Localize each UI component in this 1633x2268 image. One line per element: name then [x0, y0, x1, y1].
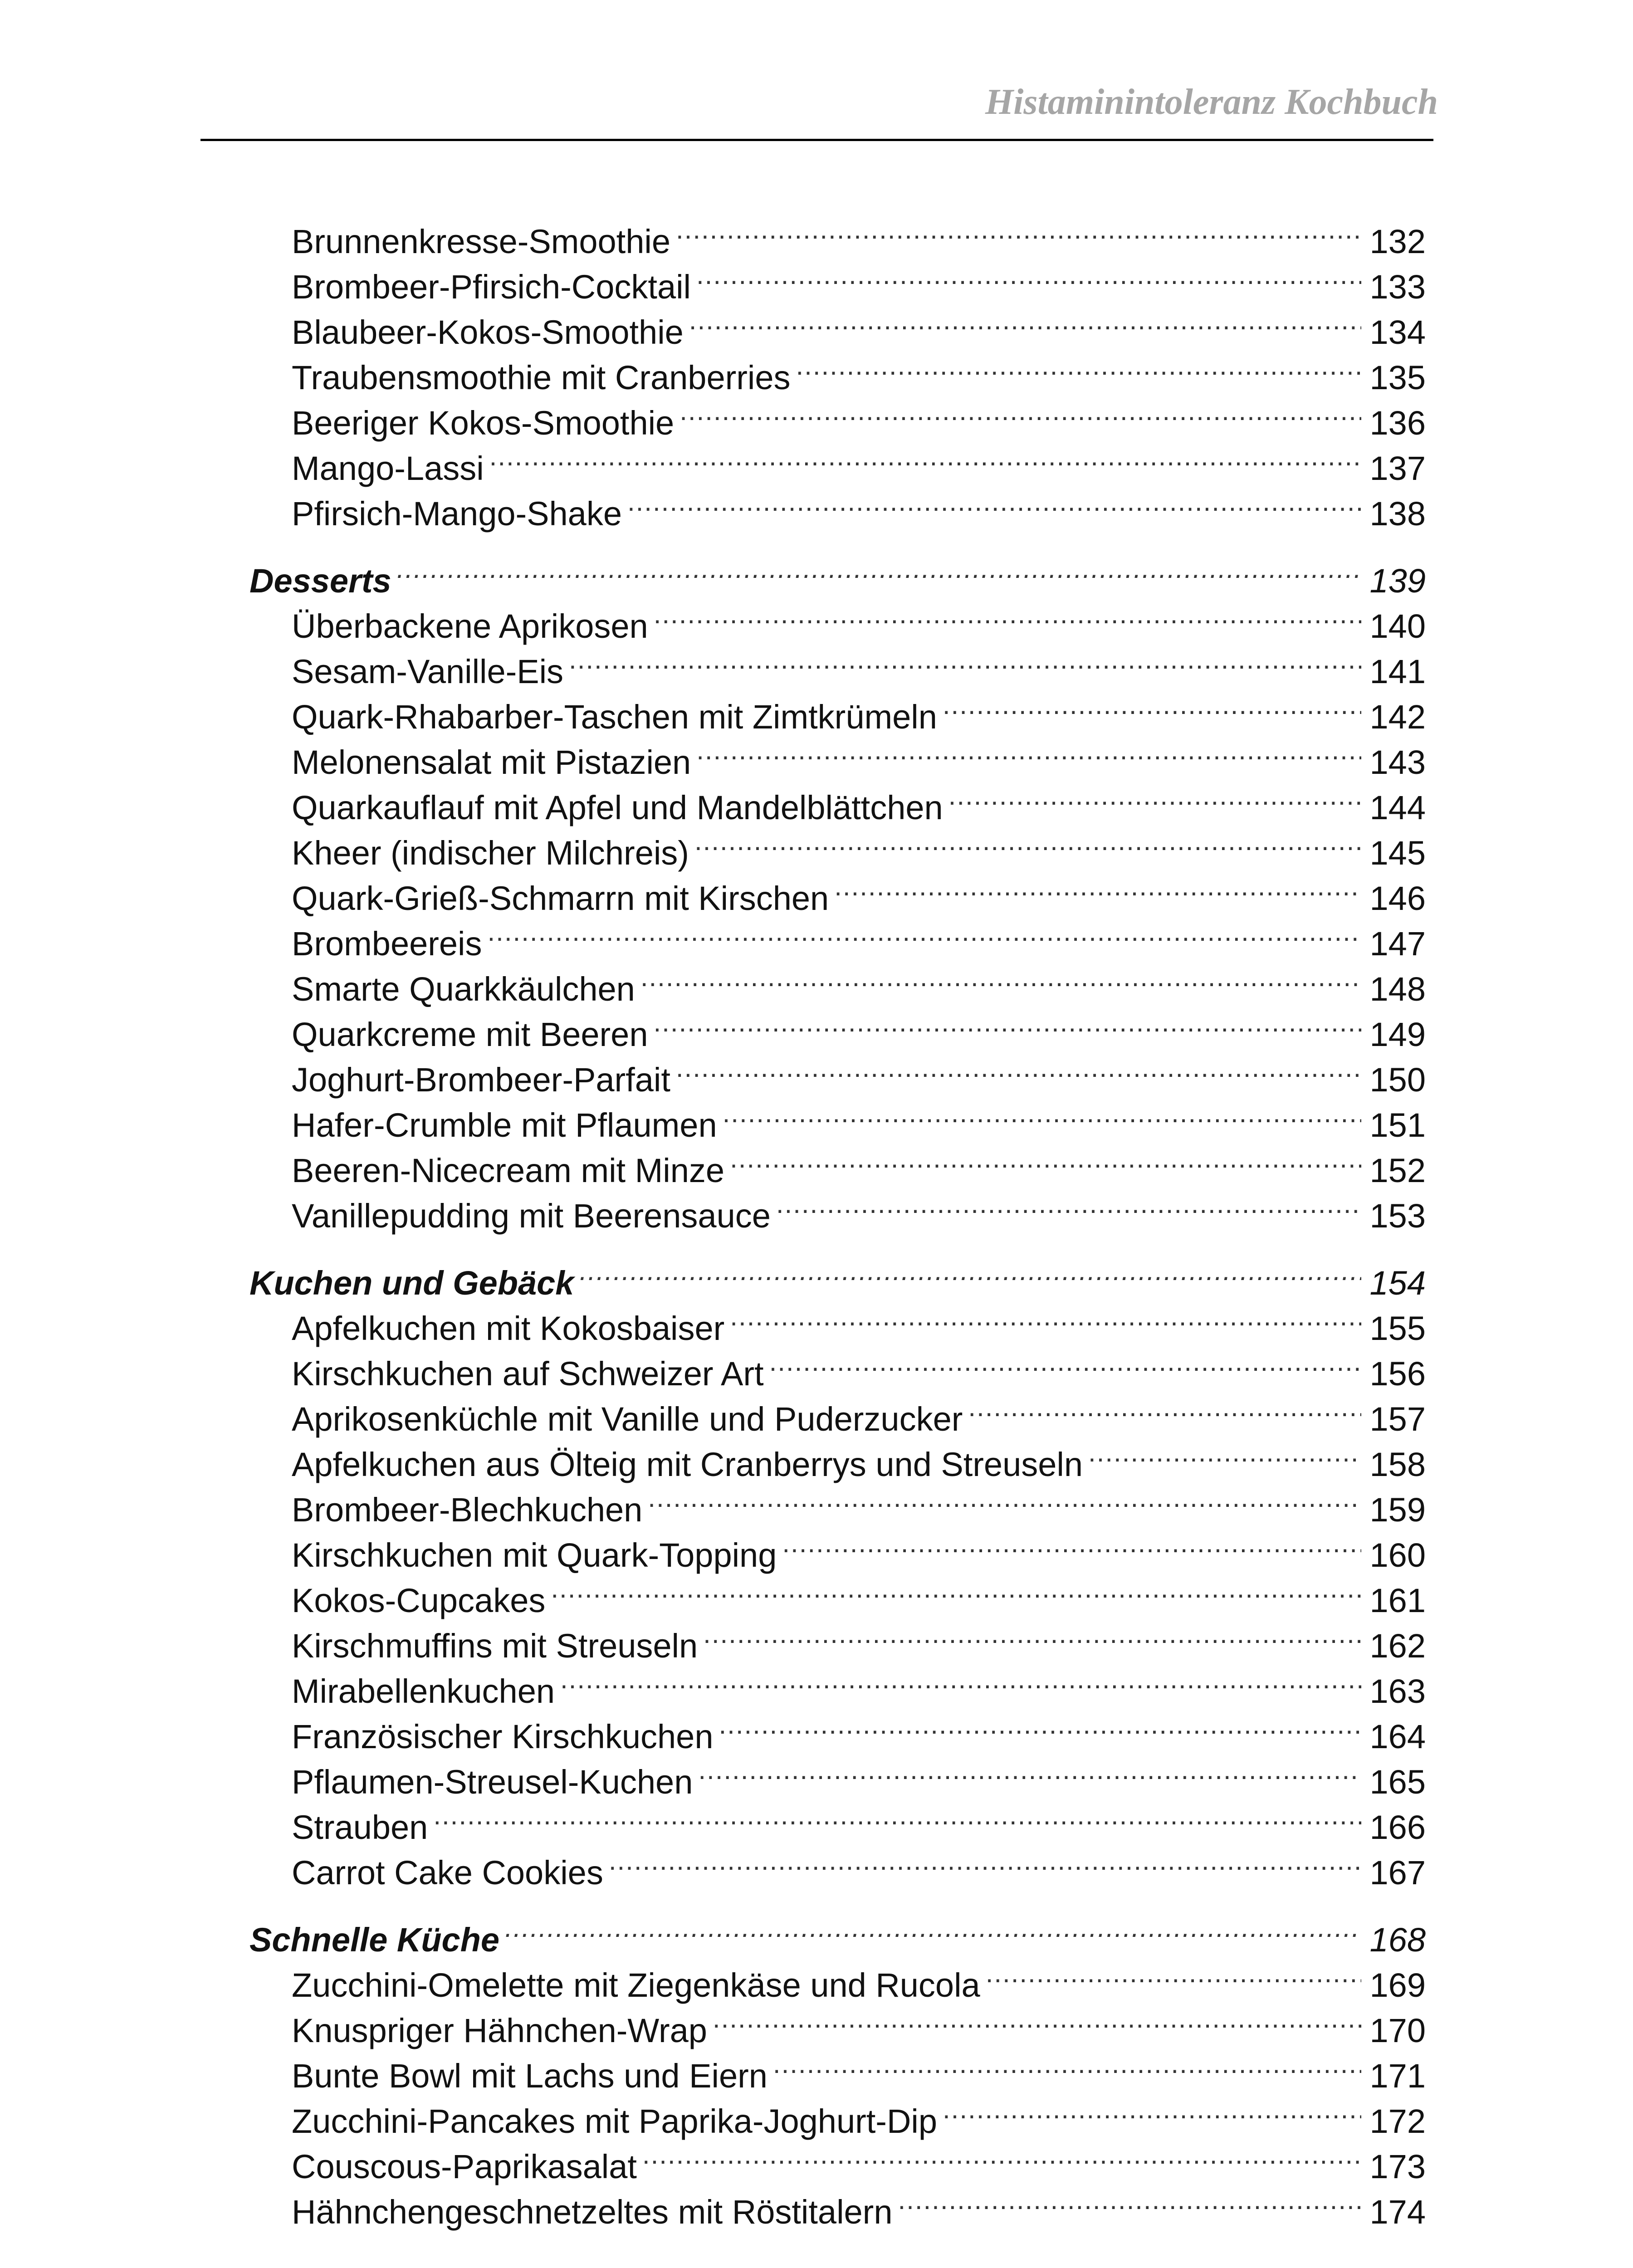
dot-leader [776, 1182, 1361, 1227]
toc-entry-page: 157 [1369, 1400, 1426, 1438]
toc-entry-page: 163 [1369, 1672, 1426, 1710]
toc-entry-page: 136 [1369, 404, 1426, 442]
toc-entry-page: 159 [1369, 1491, 1426, 1529]
toc-entry-title: Knuspriger Hähnchen-Wrap [292, 2012, 707, 2049]
toc-entry[interactable] [292, 774, 1426, 826]
dot-leader [488, 910, 1361, 955]
toc-entry[interactable] [292, 1567, 1426, 1619]
toc-entry[interactable] [292, 1137, 1426, 1189]
dot-leader [773, 2042, 1361, 2087]
toc-entry-page: 160 [1369, 1536, 1426, 1574]
toc-entry-page: 161 [1369, 1582, 1426, 1619]
dot-leader [730, 1295, 1361, 1340]
toc-entry-title: Kokos-Cupcakes [292, 1582, 546, 1619]
toc-entry[interactable] [292, 1385, 1426, 1438]
toc-entry-page: 147 [1369, 925, 1426, 963]
dot-leader [696, 728, 1361, 774]
toc-entry-page: 144 [1369, 789, 1426, 826]
toc-section-heading[interactable] [249, 547, 1426, 600]
toc-entry-page: 152 [1369, 1152, 1426, 1189]
dot-leader [723, 1091, 1361, 1137]
dot-leader [579, 1249, 1361, 1295]
toc-entry-title: Beeren-Nicecream mit Minze [292, 1152, 725, 1189]
toc-entry[interactable] [292, 1794, 1426, 1846]
toc-entry-title: Strauben [292, 1809, 428, 1846]
toc-entry-page: 169 [1369, 1966, 1426, 2004]
toc-entry-page: 138 [1369, 495, 1426, 533]
toc-entry-title: Couscous-Paprikasalat [292, 2148, 637, 2185]
toc-entry[interactable] [292, 2087, 1426, 2140]
toc-entry-page: 133 [1369, 268, 1426, 306]
dot-leader [648, 1476, 1361, 1521]
toc-entry[interactable] [292, 1476, 1426, 1529]
toc-entry[interactable] [292, 1951, 1426, 2004]
toc-entry[interactable] [292, 2133, 1426, 2185]
toc-entry[interactable] [292, 865, 1426, 917]
toc-heading-page: 139 [1369, 562, 1426, 600]
toc-entry[interactable] [292, 389, 1426, 442]
toc-section-schnelle-kueche [0, 1906, 1633, 2231]
toc-entry[interactable] [292, 819, 1426, 872]
toc-entry[interactable] [292, 1748, 1426, 1801]
toc-entry-title: Brombeer-Pfirsich-Cocktail [292, 268, 691, 306]
toc-entry-title: Quark-Grieß-Schmarrn mit Kirschen [292, 880, 829, 917]
dot-leader [676, 1046, 1361, 1091]
toc-entry[interactable] [292, 1046, 1426, 1099]
toc-entry-title: Traubensmoothie mit Cranberries [292, 359, 791, 396]
toc-entry-page: 141 [1369, 653, 1426, 690]
toc-entry-title: Apfelkuchen aus Ölteig mit Cranberrys und Streuseln [292, 1446, 1083, 1483]
dot-leader [676, 208, 1361, 253]
toc-heading-title: Kuchen und Gebäck [249, 1264, 574, 1302]
toc-entry-title: Aprikosenküchle mit Vanille und Puderzucker [292, 1400, 963, 1438]
toc-entry-title: Apfelkuchen mit Kokosbaiser [292, 1310, 725, 1347]
toc-entry-page: 150 [1369, 1061, 1426, 1099]
toc-entry-page: 155 [1369, 1310, 1426, 1347]
toc-entry[interactable] [292, 1091, 1426, 1144]
toc-entry-page: 174 [1369, 2193, 1426, 2231]
toc-entry[interactable] [292, 480, 1426, 533]
dot-leader [505, 1906, 1361, 1951]
toc-section-heading[interactable] [249, 1249, 1426, 1302]
toc-heading-page: 168 [1369, 1921, 1426, 1959]
toc-entry[interactable] [292, 298, 1426, 351]
toc-entry-title: Sesam-Vanille-Eis [292, 653, 564, 690]
toc-entry[interactable] [292, 344, 1426, 396]
toc-entry-page: 134 [1369, 313, 1426, 351]
dot-leader [986, 1951, 1361, 1997]
toc-entry-title: Kirschmuffins mit Streuseln [292, 1627, 698, 1665]
toc-entry-title: Zucchini-Omelette mit Ziegenkäse und Rucola [292, 1966, 980, 2004]
toc-entry-title: Beeriger Kokos-Smoothie [292, 404, 675, 442]
toc-entry-title: Smarte Quarkkäulchen [292, 970, 635, 1008]
toc-entry-page: 142 [1369, 698, 1426, 736]
toc-entry[interactable] [292, 728, 1426, 781]
toc-entry-page: 165 [1369, 1763, 1426, 1801]
dot-leader [719, 1703, 1361, 1748]
table-of-contents [0, 208, 1633, 2231]
toc-entry-title: Bunte Bowl mit Lachs und Eiern [292, 2057, 768, 2095]
dot-leader [642, 2133, 1361, 2178]
toc-entry-page: 153 [1369, 1197, 1426, 1235]
toc-entry[interactable] [292, 1839, 1426, 1892]
toc-entry[interactable] [292, 1521, 1426, 1574]
toc-entry[interactable] [292, 592, 1426, 645]
toc-entry-title: Carrot Cake Cookies [292, 1854, 603, 1892]
dot-leader [560, 1657, 1361, 1703]
toc-entry-page: 137 [1369, 450, 1426, 487]
book-title: Histaminintoleranz Kochbuch [985, 82, 1438, 122]
header-rule [200, 139, 1433, 141]
toc-entry-title: Kirschkuchen auf Schweizer Art [292, 1355, 764, 1393]
toc-section-smoothies [0, 208, 1633, 533]
toc-entry-title: Zucchini-Pancakes mit Paprika-Joghurt-Dip [292, 2102, 937, 2140]
dot-leader [696, 253, 1361, 298]
toc-entry-title: Mango-Lassi [292, 450, 484, 487]
toc-entry[interactable] [292, 1001, 1426, 1053]
dot-leader [609, 1839, 1361, 1884]
toc-section-desserts [0, 547, 1633, 1235]
toc-entry-title: Blaubeer-Kokos-Smoothie [292, 313, 684, 351]
dot-leader [703, 1612, 1361, 1657]
dot-leader [1088, 1431, 1361, 1476]
dot-leader [943, 683, 1361, 728]
toc-entry[interactable] [292, 1295, 1426, 1347]
toc-entry[interactable] [292, 2042, 1426, 2095]
toc-entry-title: Pflaumen-Streusel-Kuchen [292, 1763, 693, 1801]
toc-entry[interactable] [292, 910, 1426, 963]
dot-leader [689, 298, 1361, 344]
toc-heading-page: 154 [1369, 1264, 1426, 1302]
toc-entry-page: 171 [1369, 2057, 1426, 2095]
toc-entry[interactable] [292, 1997, 1426, 2049]
toc-entry[interactable] [292, 2178, 1426, 2231]
toc-entry-page: 167 [1369, 1854, 1426, 1892]
toc-entry-page: 162 [1369, 1627, 1426, 1665]
toc-entry-page: 166 [1369, 1809, 1426, 1846]
toc-entry-page: 146 [1369, 880, 1426, 917]
toc-entry-page: 164 [1369, 1718, 1426, 1755]
toc-entry[interactable] [292, 638, 1426, 690]
toc-section-kuchen [0, 1249, 1633, 1892]
toc-entry-title: Vanillepudding mit Beerensauce [292, 1197, 771, 1235]
toc-section-heading[interactable] [249, 1906, 1426, 1959]
toc-entry-title: Joghurt-Brombeer-Parfait [292, 1061, 670, 1099]
toc-entry-page: 143 [1369, 743, 1426, 781]
dot-leader [968, 1385, 1361, 1431]
dot-leader [834, 865, 1361, 910]
toc-entry-title: Hafer-Crumble mit Pflaumen [292, 1106, 717, 1144]
dot-leader [627, 480, 1361, 525]
toc-entry-title: Brombeer-Blechkuchen [292, 1491, 643, 1529]
toc-entry-title: Brombeereis [292, 925, 482, 963]
toc-entry-page: 145 [1369, 834, 1426, 872]
dot-leader [654, 592, 1361, 638]
toc-entry[interactable] [292, 435, 1426, 487]
toc-entry-page: 173 [1369, 2148, 1426, 2185]
toc-entry-page: 158 [1369, 1446, 1426, 1483]
toc-entry[interactable] [292, 1703, 1426, 1755]
dot-leader [551, 1567, 1361, 1612]
toc-entry-page: 170 [1369, 2012, 1426, 2049]
toc-entry-page: 148 [1369, 970, 1426, 1008]
dot-leader [713, 1997, 1361, 2042]
toc-entry-title: Quarkauflauf mit Apfel und Mandelblättchen [292, 789, 943, 826]
dot-leader [654, 1001, 1362, 1046]
toc-entry-title: Kheer (indischer Milchreis) [292, 834, 689, 872]
dot-leader [769, 1340, 1361, 1385]
dot-leader [694, 819, 1361, 865]
toc-entry-page: 151 [1369, 1106, 1426, 1144]
toc-entry[interactable] [292, 955, 1426, 1008]
toc-entry[interactable] [292, 208, 1426, 260]
dot-leader [730, 1137, 1361, 1182]
dot-leader [433, 1794, 1361, 1839]
dot-leader [640, 955, 1361, 1001]
toc-entry-page: 132 [1369, 223, 1426, 260]
dot-leader [569, 638, 1361, 683]
dot-leader [943, 2087, 1361, 2133]
dot-leader [782, 1521, 1361, 1567]
toc-entry-title: Mirabellenkuchen [292, 1672, 555, 1710]
dot-leader [698, 1748, 1361, 1794]
toc-entry-title: Französischer Kirschkuchen [292, 1718, 714, 1755]
dot-leader [397, 547, 1361, 592]
toc-entry-title: Quarkcreme mit Beeren [292, 1016, 648, 1053]
toc-entry[interactable] [292, 1431, 1426, 1483]
dot-leader [796, 344, 1362, 389]
toc-entry-title: Brunnenkresse-Smoothie [292, 223, 670, 260]
toc-entry[interactable] [292, 1182, 1426, 1235]
dot-leader [949, 774, 1361, 819]
toc-entry-page: 172 [1369, 2102, 1426, 2140]
toc-entry-page: 140 [1369, 607, 1426, 645]
toc-entry-page: 135 [1369, 359, 1426, 396]
dot-leader [489, 435, 1361, 480]
toc-heading-title: Schnelle Küche [249, 1921, 500, 1959]
toc-entry-page: 149 [1369, 1016, 1426, 1053]
toc-entry[interactable] [292, 1340, 1426, 1393]
toc-entry-page: 156 [1369, 1355, 1426, 1393]
toc-entry-title: Hähnchengeschnetzeltes mit Röstitalern [292, 2193, 893, 2231]
toc-entry[interactable] [292, 1657, 1426, 1710]
toc-entry[interactable] [292, 1612, 1426, 1665]
dot-leader [898, 2178, 1361, 2224]
toc-entry-title: Überbackene Aprikosen [292, 607, 648, 645]
toc-entry-title: Melonensalat mit Pistazien [292, 743, 691, 781]
dot-leader [680, 389, 1361, 435]
toc-entry[interactable] [292, 253, 1426, 306]
toc-entry-title: Quark-Rhabarber-Taschen mit Zimtkrümeln [292, 698, 937, 736]
toc-entry[interactable] [292, 683, 1426, 736]
toc-entry-title: Pfirsich-Mango-Shake [292, 495, 622, 533]
toc-entry-title: Kirschkuchen mit Quark-Topping [292, 1536, 777, 1574]
toc-heading-title: Desserts [249, 562, 391, 600]
